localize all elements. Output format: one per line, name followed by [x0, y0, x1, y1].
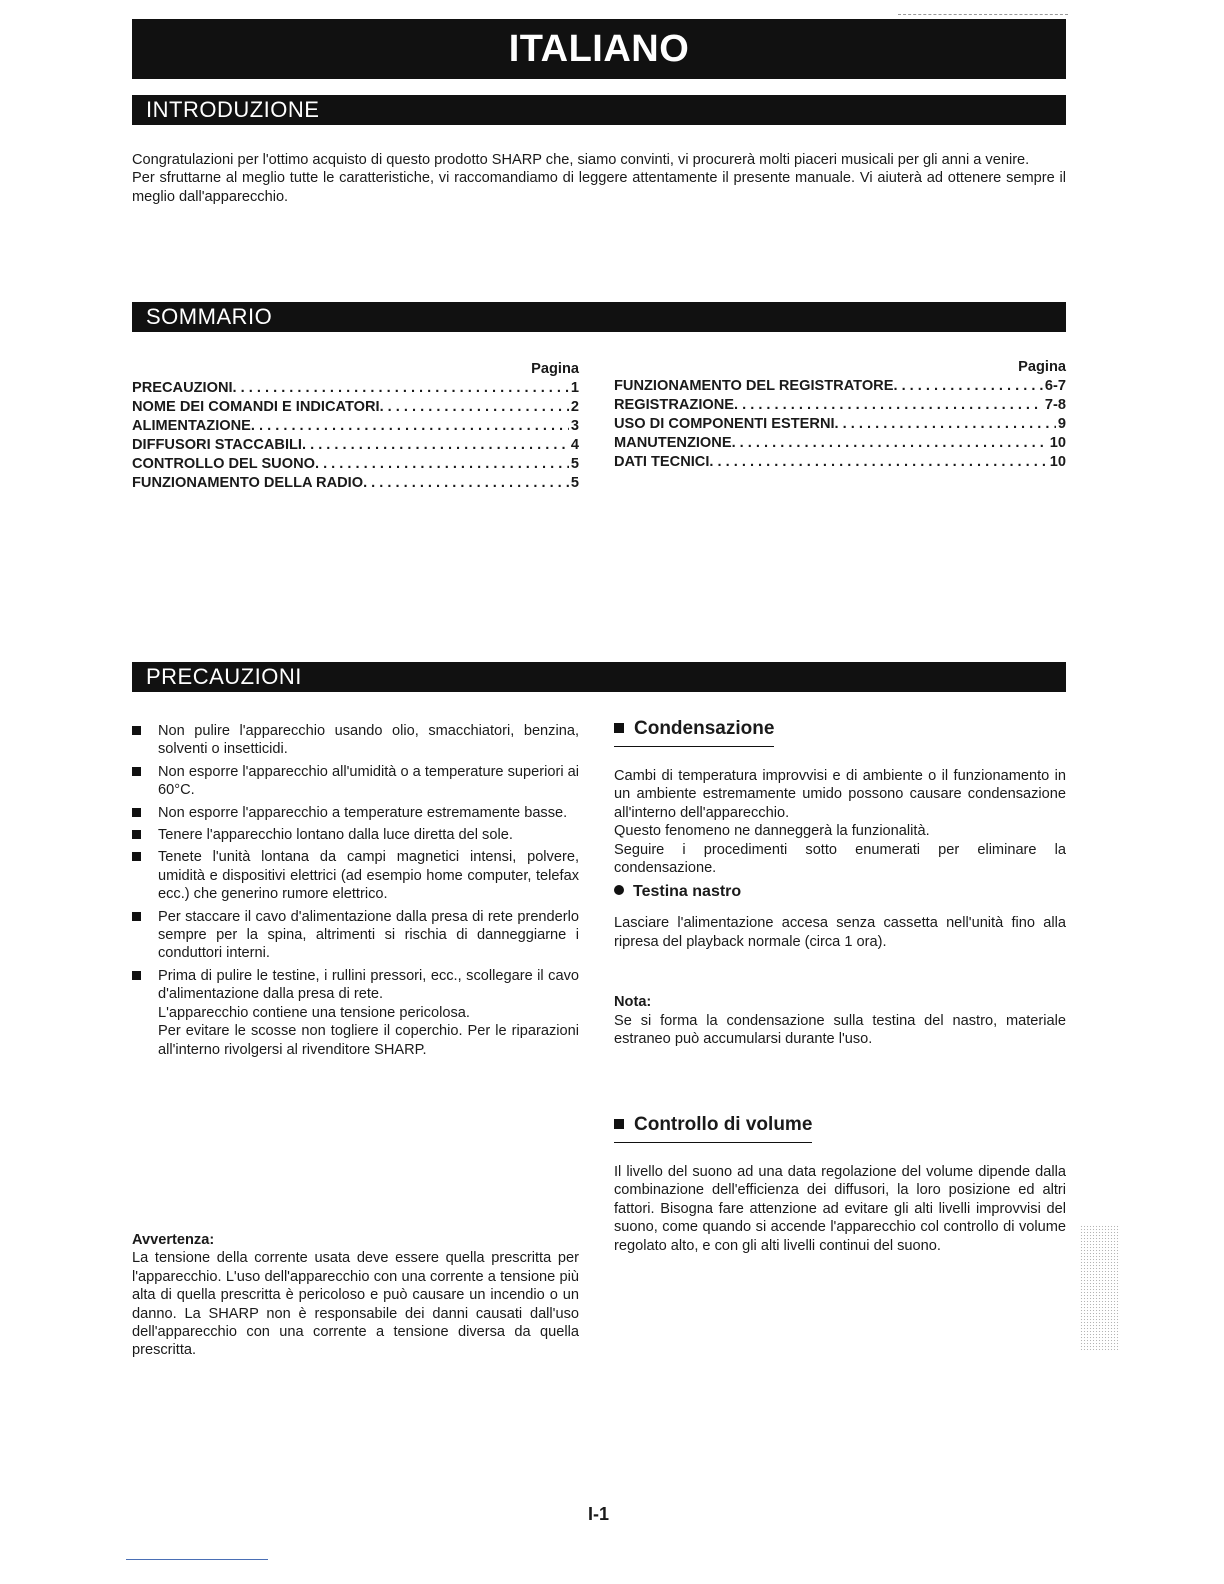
warning-box — [132, 1231, 579, 1360]
toc-entry — [132, 455, 579, 474]
note-title: Nota: — [614, 994, 652, 1011]
section-title-intro: INTRODUZIONE — [146, 97, 320, 122]
toc-leader-dots — [893, 377, 1042, 396]
precaution-text: Non pulire l'apparecchio usando olio, smacchiatori, benzina, solventi o insetticidi. — [158, 723, 579, 758]
intro-paragraph-1: Congratulazioni per l'ottimo acquisto di questo prodotto SHARP che, siamo convinti, vi procurerà molti piaceri musicali per gli anni a venire. — [132, 152, 1030, 168]
toc-entry-page: 7-8 — [1044, 397, 1066, 413]
toc-right-list — [614, 377, 1066, 472]
condensation-text: Cambi di temperatura improvvisi e di ambiente o il funzionamento in un ambiente estremamente umido possono causare condensazione all'interno dell'apparecchio. Questo fenomeno ne danneggerà la funzionalità. Seguire i procedimenti sotto enumerati per eliminare la condensazione. — [614, 768, 1066, 877]
toc-page-header: Pagina — [531, 361, 579, 377]
toc-entry-label: PRECAUZIONI — [132, 380, 233, 396]
condensation-heading-label: Condensazione — [634, 718, 775, 739]
square-bullet-icon — [132, 830, 141, 839]
scan-noise-artifact — [1080, 1225, 1120, 1350]
toc-entry-label: ALIMENTAZIONE — [132, 418, 251, 434]
warning-text: La tensione della corrente usata deve essere quella prescritta per l'apparecchio. L'uso dell'apparecchio con una corrente a tensione più alta di quella prescritta è pericoloso e può causare un incendio o un danno. La SHARP non è responsabile dei danni causati dall'uso dell'apparecchio con una corrente a tensione diversa da quella prescritta. — [132, 1250, 579, 1359]
toc-entry-page: 9 — [1057, 416, 1066, 432]
toc-entry-page: 6-7 — [1044, 378, 1066, 394]
toc-entry — [614, 396, 1066, 415]
square-bullet-icon — [132, 726, 141, 735]
toc-leader-dots — [315, 455, 569, 474]
toc-leader-dots — [251, 417, 569, 436]
toc-entry-page: 5 — [570, 475, 579, 491]
square-bullet-icon — [132, 971, 141, 980]
toc-entry-page: 3 — [570, 418, 579, 434]
toc-entry — [132, 417, 579, 436]
section-title-precautions: PRECAUZIONI — [146, 664, 302, 689]
toc-entry — [614, 434, 1066, 453]
toc-entry — [132, 436, 579, 455]
toc-leader-dots — [302, 436, 569, 455]
precaution-item — [132, 826, 579, 844]
toc-entry — [132, 379, 579, 398]
warning-title: Avvertenza: — [132, 1232, 215, 1248]
precaution-text: Per staccare il cavo d'alimentazione dalla presa di rete prenderlo sempre per la spina, altrimenti si rischia di danneggiarne i conduttori interni. — [158, 908, 579, 962]
precaution-item — [132, 848, 579, 903]
precaution-item — [132, 967, 579, 1059]
toc-entry-label: CONTROLLO DEL SUONO — [132, 456, 315, 472]
page-number: I-1 — [588, 1504, 610, 1524]
intro-paragraph-2: Per sfruttarne al meglio tutte le caratteristiche, vi raccomandiamo di leggere attentamente il presente manuale. Vi aiuterà ad ottenere sempre il meglio dall'apparecchio. — [132, 170, 1066, 205]
toc-left-list — [132, 379, 579, 493]
section-bar-toc — [132, 302, 1066, 332]
square-bullet-icon — [614, 1119, 624, 1129]
tape-head-heading — [614, 882, 1066, 902]
precaution-text: Non esporre l'apparecchio a temperature estremamente basse. — [158, 804, 568, 821]
toc-entry-label: REGISTRAZIONE — [614, 397, 734, 413]
toc-entry-page: 10 — [1049, 454, 1066, 470]
note-text: Se si forma la condensazione sulla testina del nastro, materiale estraneo può accumularsi durante l'uso. — [614, 1012, 1066, 1048]
toc-leader-dots — [734, 396, 1043, 415]
precautions-column — [132, 722, 579, 1063]
tape-head-text: Lasciare l'alimentazione accesa senza cassetta nell'unità fino alla ripresa del playback normale (circa 1 ora). — [614, 915, 1066, 950]
round-bullet-icon — [614, 885, 624, 895]
toc-entry-label: DIFFUSORI STACCABILI — [132, 437, 302, 453]
toc-entry — [614, 453, 1066, 472]
toc-leader-dots — [363, 474, 569, 493]
section-bar-precautions — [132, 662, 1066, 692]
footer-rule — [126, 1559, 268, 1560]
volume-heading — [614, 1114, 812, 1143]
toc-leader-dots — [233, 379, 569, 398]
toc-entry-page: 2 — [570, 399, 579, 415]
toc-right-column — [614, 358, 1066, 472]
section-bar-intro — [132, 95, 1066, 125]
toc-entry-page: 10 — [1049, 435, 1066, 451]
toc-leader-dots — [709, 453, 1047, 472]
volume-section — [614, 1114, 1066, 1255]
scan-artifact-line — [898, 14, 1068, 15]
precautions-list — [132, 722, 579, 1059]
precaution-item — [132, 804, 579, 822]
precaution-item — [132, 722, 579, 759]
toc-page-header: Pagina — [1018, 359, 1066, 375]
toc-entry-label: DATI TECNICI — [614, 454, 710, 470]
precaution-text: Tenete l'unità lontana da campi magnetici intensi, polvere, umidità e dispositivi elettrici (ad esempio home computer, telefax ecc.) che generino rumore elettrico. — [158, 849, 579, 903]
precaution-text: Non esporre l'apparecchio all'umidità o a temperature superiori ai 60°C. — [158, 763, 579, 799]
toc-entry-label: NOME DEI COMANDI E INDICATORI — [132, 399, 380, 415]
precaution-text: Prima di pulire le testine, i rullini pressori, ecc., scollegare il cavo d'alimentazione dalla presa di rete. L'apparecchio contiene una tensione pericolosa. Per evitare le scosse non togliere il coperchio. Per le riparazioni all'interno rivolgersi al rivenditore SHARP. — [158, 967, 579, 1058]
volume-heading-label: Controllo di volume — [634, 1114, 813, 1135]
toc-leader-dots — [732, 434, 1048, 453]
condensation-section — [614, 718, 1066, 1048]
toc-entry-label: FUNZIONAMENTO DELLA RADIO — [132, 475, 364, 491]
volume-text: Il livello del suono ad una data regolazione del volume dipende dalla combinazione dell'efficienza dei diffusori, la loro posizione ed altri fattori. Bisogna fare attenzione ad evitare gli alti livelli improvvisi del suono, come quando si accende l'apparecchio col controllo di volume regolato alto, e con gli alti livelli continui del suono. — [614, 1164, 1066, 1254]
toc-leader-dots — [380, 398, 569, 417]
precaution-item — [132, 908, 579, 963]
precaution-item — [132, 763, 579, 800]
square-bullet-icon — [614, 723, 624, 733]
intro-text — [132, 151, 1066, 206]
toc-entry-page: 4 — [570, 437, 579, 453]
toc-entry-page: 1 — [570, 380, 579, 396]
toc-entry-label: MANUTENZIONE — [614, 435, 732, 451]
section-title-toc: SOMMARIO — [146, 304, 273, 329]
toc-entry — [132, 398, 579, 417]
toc-left-column — [132, 360, 579, 493]
square-bullet-icon — [132, 808, 141, 817]
toc-entry — [132, 474, 579, 493]
tape-head-heading-label: Testina nastro — [633, 883, 742, 901]
toc-leader-dots — [835, 415, 1056, 434]
condensation-heading — [614, 718, 774, 747]
toc-entry-page: 5 — [570, 456, 579, 472]
toc-entry-label: USO DI COMPONENTI ESTERNI — [614, 416, 835, 432]
page-title: ITALIANO — [132, 19, 1066, 79]
precaution-text: Tenere l'apparecchio lontano dalla luce diretta del sole. — [158, 827, 513, 844]
toc-entry — [614, 415, 1066, 434]
square-bullet-icon — [132, 912, 141, 921]
square-bullet-icon — [132, 852, 141, 861]
square-bullet-icon — [132, 767, 141, 776]
toc-entry — [614, 377, 1066, 396]
toc-entry-label: FUNZIONAMENTO DEL REGISTRATORE — [614, 378, 894, 394]
